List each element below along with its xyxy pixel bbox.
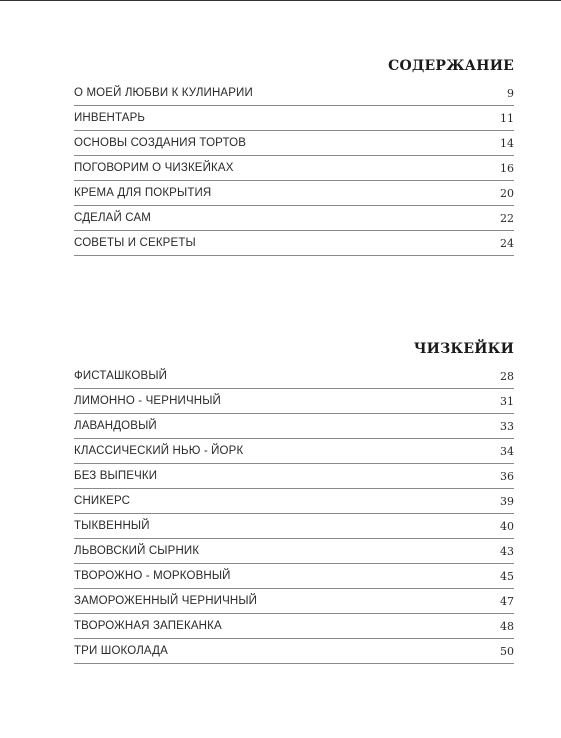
toc-label: ТВОРОЖНАЯ ЗАПЕКАНКА [74,620,222,632]
toc-row[interactable] [74,81,514,106]
toc-page-number: 20 [500,186,514,200]
cheesecakes-list [74,364,514,664]
top-border-line [0,0,561,1]
toc-label: О МОЕЙ ЛЮБВИ К КУЛИНАРИИ [74,87,253,99]
toc-label: СОВЕТЫ И СЕКРЕТЫ [74,237,196,249]
toc-row[interactable] [74,439,514,464]
toc-label: КРЕМА ДЛЯ ПОКРЫТИЯ [74,187,212,199]
toc-row[interactable] [74,106,514,131]
toc-row[interactable] [74,489,514,514]
toc-label: ФИСТАШКОВЫЙ [74,370,168,382]
toc-page-number: 47 [500,594,514,608]
toc-row[interactable] [74,564,514,589]
toc-row[interactable] [74,639,514,664]
cheesecakes-section [74,340,514,664]
contents-list [74,81,514,256]
toc-page-number: 40 [500,519,514,533]
toc-label: ОСНОВЫ СОЗДАНИЯ ТОРТОВ [74,137,247,149]
toc-label: ЗАМОРОЖЕННЫЙ ЧЕРНИЧНЫЙ [74,595,258,607]
toc-page-number: 48 [500,619,514,633]
toc-page-number: 22 [500,211,514,225]
toc-page-number: 43 [500,544,514,558]
toc-page-number: 28 [500,369,514,383]
toc-row[interactable] [74,614,514,639]
toc-page-number: 34 [500,444,514,458]
toc-page-number: 45 [500,569,514,583]
toc-label: ЛЬВОВСКИЙ СЫРНИК [74,545,200,557]
toc-row[interactable] [74,514,514,539]
toc-label: ЛИМОННО - ЧЕРНИЧНЫЙ [74,395,221,407]
toc-label: ТВОРОЖНО - МОРКОВНЫЙ [74,570,231,582]
contents-title: СОДЕРЖАНИЕ [388,58,514,74]
toc-page-number: 50 [500,644,514,658]
toc-row[interactable] [74,539,514,564]
toc-page-number: 9 [507,86,514,100]
toc-label: ТЫКВЕННЫЙ [74,520,150,532]
toc-label: КЛАССИЧЕСКИЙ НЬЮ - ЙОРК [74,445,244,457]
toc-page-number: 14 [500,136,514,150]
toc-page-number: 31 [500,394,514,408]
toc-label: СНИКЕРС [74,495,131,507]
toc-page-number: 11 [500,111,514,125]
toc-row[interactable] [74,589,514,614]
toc-row[interactable] [74,131,514,156]
toc-page-number: 39 [500,494,514,508]
toc-row[interactable] [74,464,514,489]
cheesecakes-title: ЧИЗКЕЙКИ [413,341,514,357]
toc-label: ИНВЕНТАРЬ [74,112,146,124]
contents-section [74,57,514,256]
toc-page-number: 33 [500,419,514,433]
toc-page-number: 16 [500,161,514,175]
toc-label: ПОГОВОРИМ О ЧИЗКЕЙКАХ [74,162,234,174]
toc-row[interactable] [74,231,514,256]
toc-page-number: 36 [500,469,514,483]
toc-row[interactable] [74,414,514,439]
toc-page-number: 24 [500,236,514,250]
toc-row[interactable] [74,181,514,206]
toc-label: ТРИ ШОКОЛАДА [74,645,168,657]
toc-label: ЛАВАНДОВЫЙ [74,420,157,432]
toc-label: БЕЗ ВЫПЕЧКИ [74,470,158,482]
toc-row[interactable] [74,389,514,414]
toc-label: СДЕЛАЙ САМ [74,212,151,224]
toc-row[interactable] [74,206,514,231]
toc-row[interactable] [74,156,514,181]
toc-row[interactable] [74,364,514,389]
